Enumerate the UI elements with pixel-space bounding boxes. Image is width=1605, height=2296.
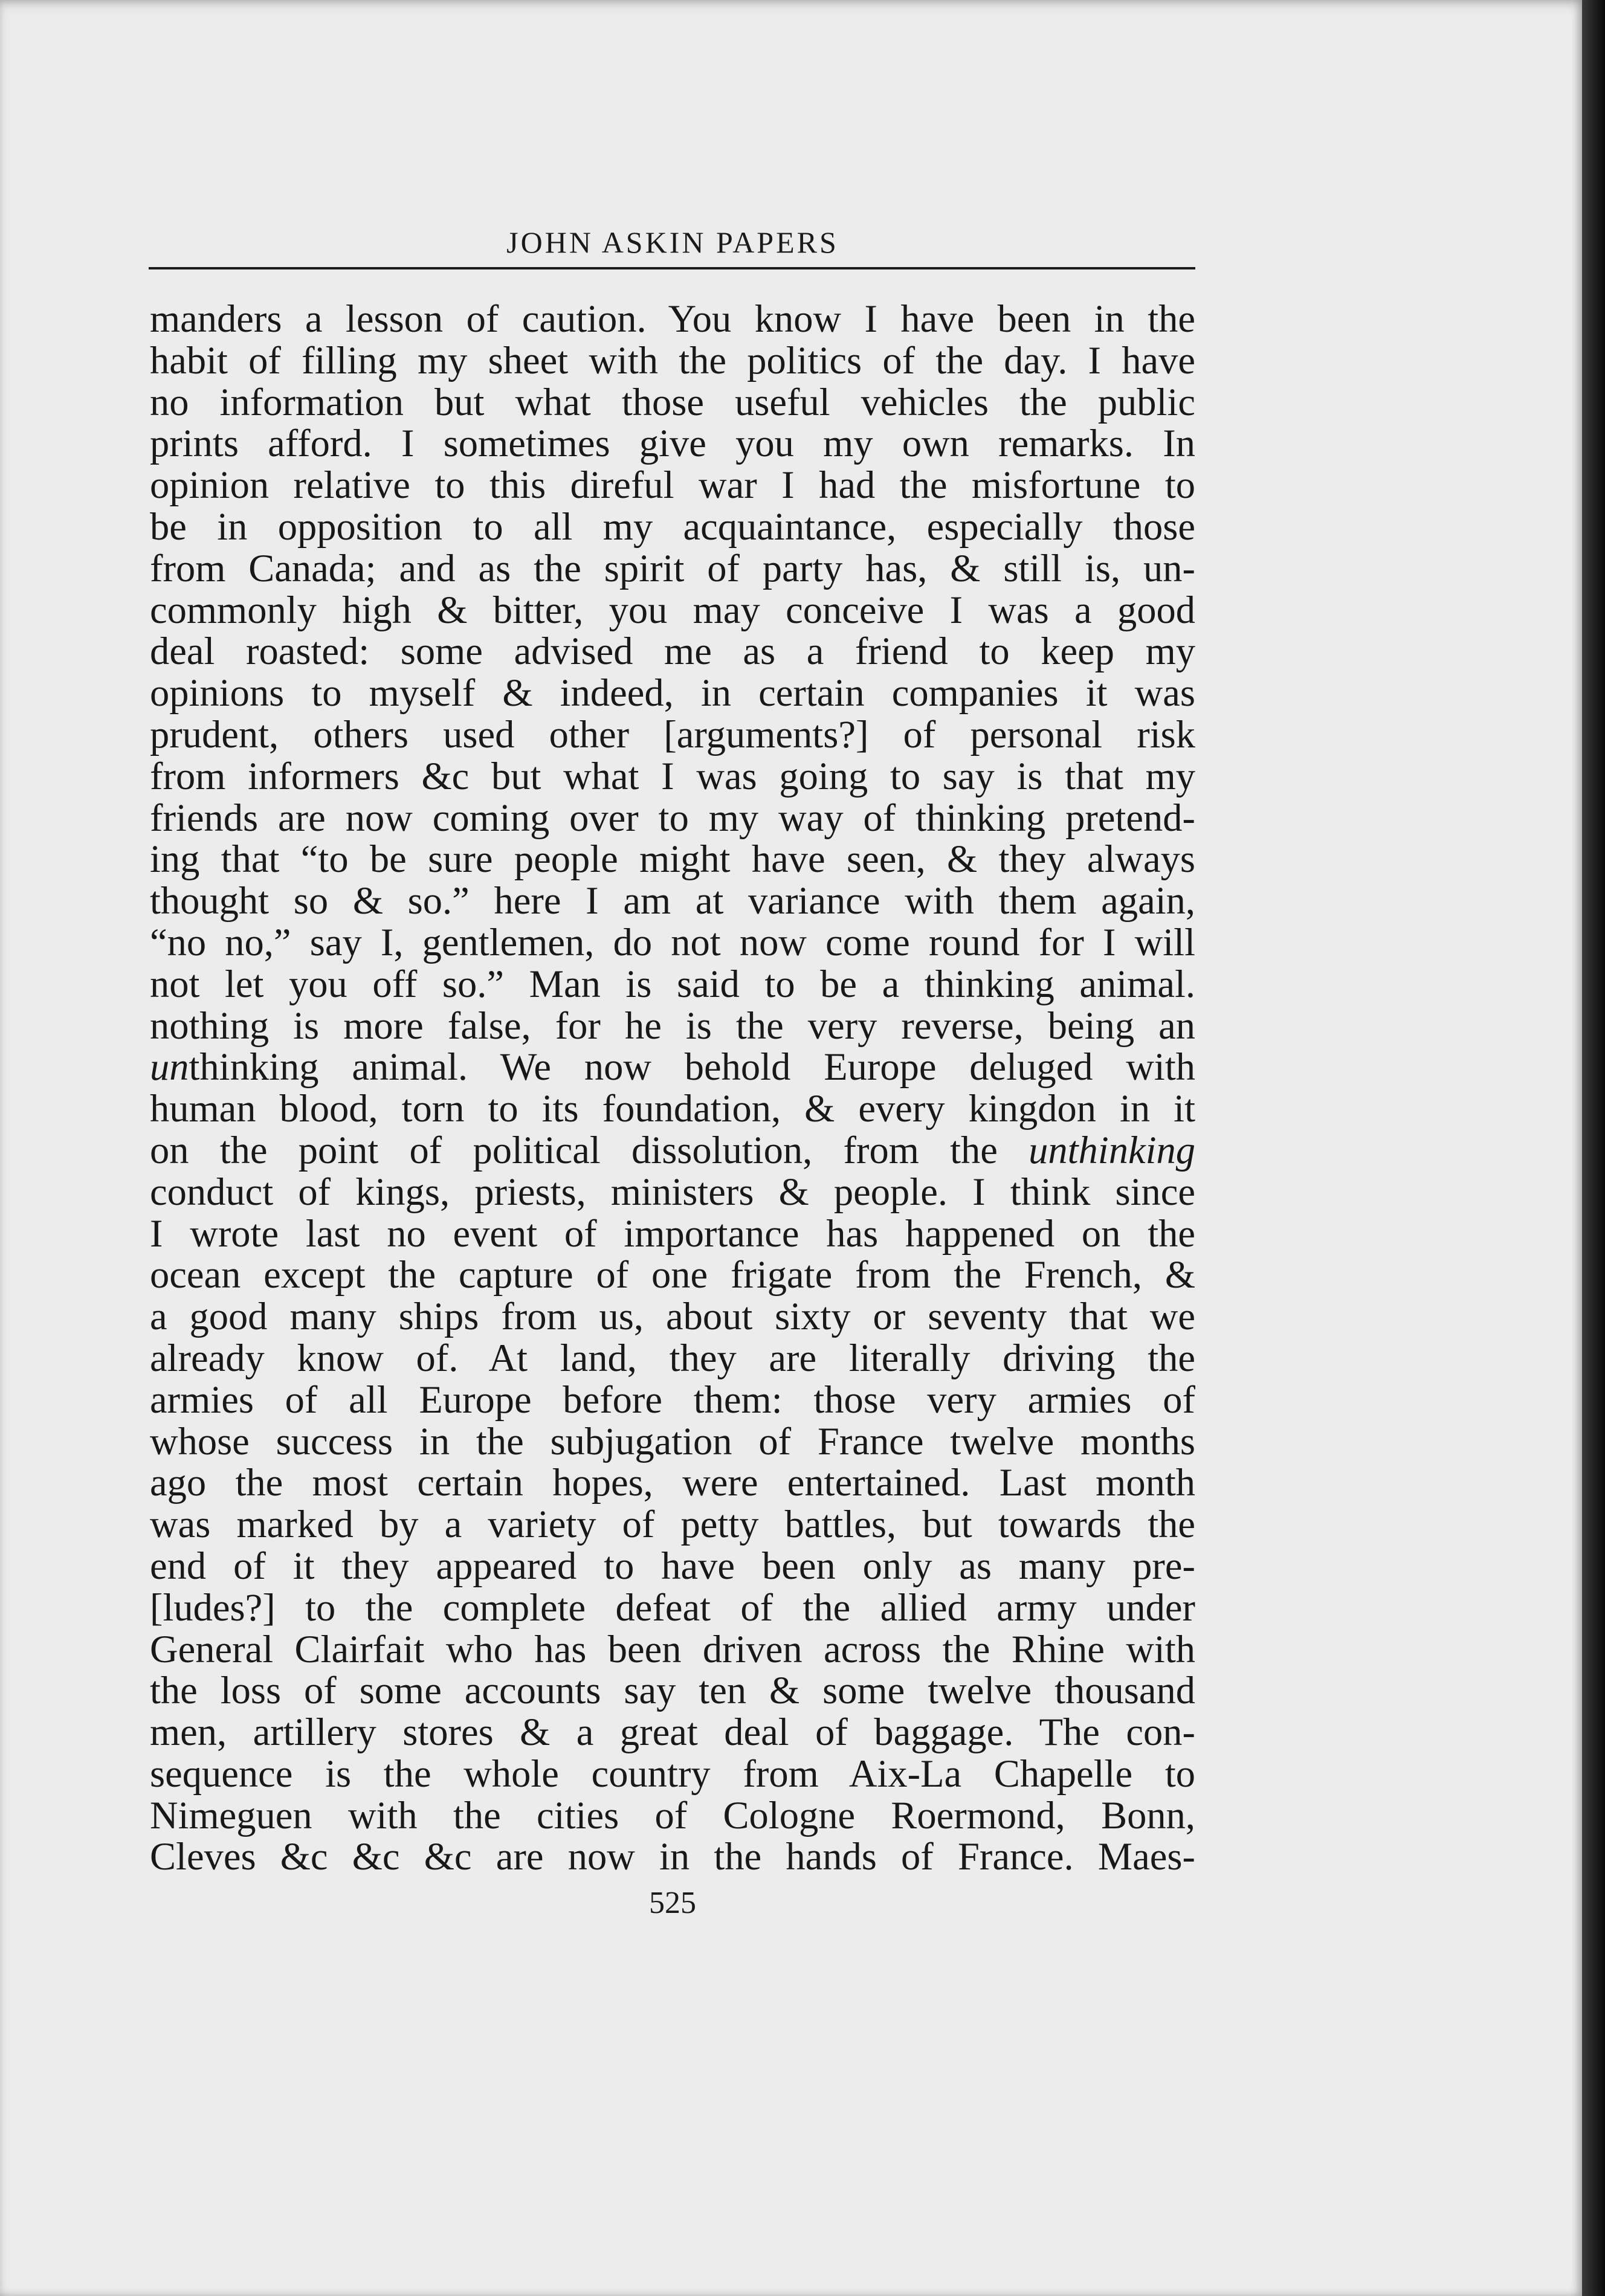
text-line: prudent, others used other [arguments?] of personal risk [150,712,1195,756]
body-text [150,298,1195,1878]
text-line: commonly high & bitter, you may conceive I was a good [150,588,1195,631]
text-line: a good many ships from us, about sixty or seventy that we [150,1295,1195,1338]
text-line: end of it they appeared to have been only as many pre- [150,1544,1195,1587]
text-line: habit of filling my sheet with the politics of the day. I have [150,338,1195,382]
text-line: manders a lesson of caution. You know I have been in the [150,297,1195,340]
text-line [150,1046,1195,1088]
text-line: General Clairfait who has been driven across the Rhine with [150,1627,1195,1671]
text-line: conduct of kings, priests, ministers & people. I think since [150,1170,1195,1213]
text-line: be in opposition to all my acquaintance, especially those [150,505,1195,548]
running-head: JOHN ASKIN PAPERS [506,225,839,259]
text-line: thought so & so.” here I am at variance with them again, [150,879,1195,923]
header-rule [149,267,1195,269]
text-line: from informers &c but what I was going to say is that my [150,754,1195,798]
text-line: human blood, torn to its foundation, & every kingdon in it [150,1087,1195,1130]
text-line: the loss of some accounts say ten & some twelve thousand [150,1669,1195,1712]
text-line: ago the most certain hopes, were entertained. Last month [150,1461,1195,1504]
italic-word: unthinking [1029,1128,1195,1172]
text-line: “no no,” say I, gentlemen, do not now come round for I will [150,920,1195,964]
text-line: ing that “to be sure people might have seen, & they always [150,837,1195,881]
text-run: thinking animal. We now behold Europe deluged with [189,1045,1195,1089]
text-line: whose success in the subjugation of France twelve months [150,1419,1195,1463]
text-line: men, artillery stores & a great deal of baggage. The con- [150,1711,1195,1754]
text-line: from Canada; and as the spirit of party has, & still is, un- [150,546,1195,590]
page-edge-shadow [1582,0,1605,2296]
italic-prefix: un [150,1045,189,1089]
text-line: deal roasted: some advised me as a friend to keep my [150,630,1195,673]
text-line: sequence is the whole country from Aix-La Chapelle to [150,1752,1195,1795]
text-line: no information but what those useful vehicles the public [150,380,1195,424]
text-line: nothing is more false, for he is the very reverse, being an [150,1004,1195,1047]
text-line: armies of all Europe before them: those very armies of [150,1378,1195,1421]
text-line: I wrote last no event of importance has happened on the [150,1211,1195,1255]
text-line [150,1130,1195,1172]
text-line: [ludes?] to the complete defeat of the allied army under [150,1585,1195,1629]
text-line: prints afford. I sometimes give you my own remarks. In [150,422,1195,465]
page-number: 525 [649,1886,696,1920]
text-line: was marked by a variety of petty battles, but towards the [150,1503,1195,1546]
text-line: ocean except the capture of one frigate from the French, & [150,1253,1195,1297]
text-line: Nimeguen with the cities of Cologne Roermond, Bonn, [150,1793,1195,1837]
text-line: not let you off so.” Man is said to be a thinking animal. [150,962,1195,1005]
text-line: Cleves &c &c &c are now in the hands of France. Maes- [150,1835,1195,1878]
text-line: already know of. At land, they are literally driving the [150,1336,1195,1379]
text-line: friends are now coming over to my way of thinking pretend- [150,796,1195,839]
text-line: opinions to myself & indeed, in certain companies it was [150,671,1195,715]
text-run: on the point of political dissolution, from the [150,1128,998,1172]
text-line: opinion relative to this direful war I had the misfortune to [150,463,1195,507]
